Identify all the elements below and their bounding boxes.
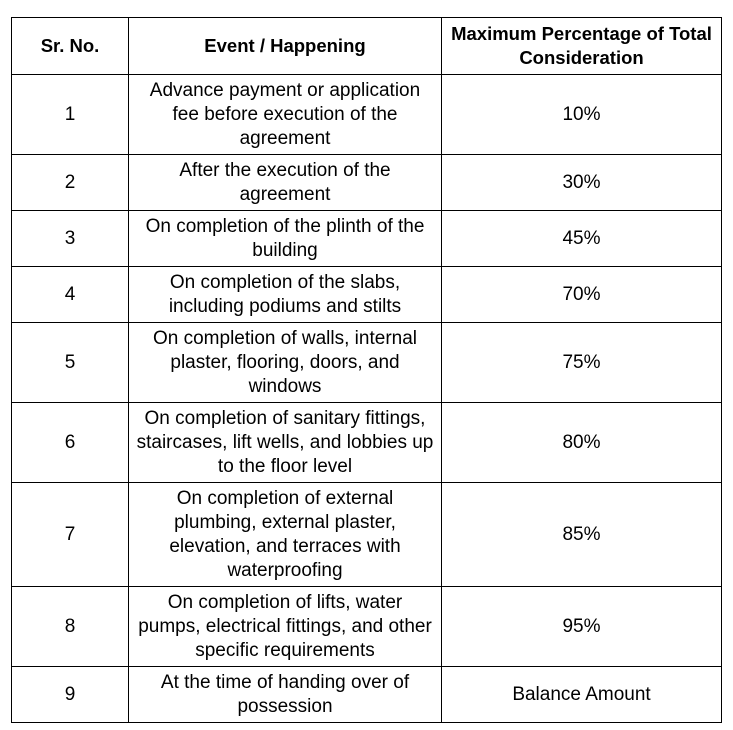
event-cell: Advance payment or application fee before execution of the agreement — [129, 75, 442, 155]
percentage-cell: 45% — [442, 211, 722, 267]
sr-no-cell: 3 — [12, 211, 129, 267]
sr-no-cell: 2 — [12, 155, 129, 211]
header-event: Event / Happening — [129, 18, 442, 75]
table-row — [12, 483, 722, 587]
sr-no-cell: 5 — [12, 323, 129, 403]
event-cell: On completion of sanitary fittings, staircases, lift wells, and lobbies up to the floor level — [129, 403, 442, 483]
percentage-cell: 75% — [442, 323, 722, 403]
sr-no-cell: 6 — [12, 403, 129, 483]
header-sr-no: Sr. No. — [12, 18, 129, 75]
header-row — [12, 18, 722, 75]
sr-no-cell: 9 — [12, 667, 129, 723]
table-row — [12, 155, 722, 211]
table-row — [12, 267, 722, 323]
table-row — [12, 323, 722, 403]
table-row — [12, 587, 722, 667]
percentage-cell: 70% — [442, 267, 722, 323]
percentage-cell: 10% — [442, 75, 722, 155]
percentage-cell: 95% — [442, 587, 722, 667]
percentage-cell: 80% — [442, 403, 722, 483]
event-cell: On completion of lifts, water pumps, electrical fittings, and other specific requirements — [129, 587, 442, 667]
table-row — [12, 667, 722, 723]
percentage-cell: 85% — [442, 483, 722, 587]
payment-schedule-table — [11, 17, 722, 723]
sr-no-cell: 7 — [12, 483, 129, 587]
event-cell: After the execution of the agreement — [129, 155, 442, 211]
header-percentage: Maximum Percentage of Total Consideration — [442, 18, 722, 75]
event-cell: At the time of handing over of possession — [129, 667, 442, 723]
table-row — [12, 211, 722, 267]
event-cell: On completion of external plumbing, external plaster, elevation, and terraces with waterproofing — [129, 483, 442, 587]
table-row — [12, 403, 722, 483]
event-cell: On completion of walls, internal plaster, flooring, doors, and windows — [129, 323, 442, 403]
event-cell: On completion of the slabs, including podiums and stilts — [129, 267, 442, 323]
sr-no-cell: 8 — [12, 587, 129, 667]
sr-no-cell: 4 — [12, 267, 129, 323]
percentage-cell: 30% — [442, 155, 722, 211]
sr-no-cell: 1 — [12, 75, 129, 155]
table-row — [12, 75, 722, 155]
event-cell: On completion of the plinth of the building — [129, 211, 442, 267]
percentage-cell: Balance Amount — [442, 667, 722, 723]
